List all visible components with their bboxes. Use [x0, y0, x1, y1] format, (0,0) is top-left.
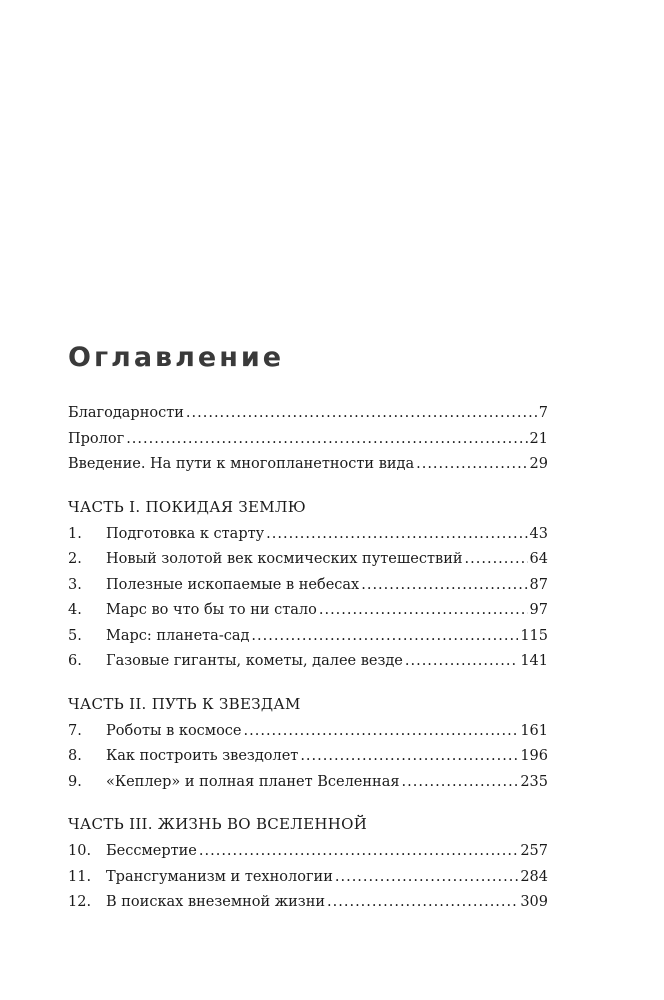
toc-entry-page: 7	[538, 405, 548, 421]
dot-leader	[335, 865, 518, 891]
toc-chapter-9	[68, 770, 548, 796]
chapter-title: Бессмертие	[106, 843, 197, 859]
toc-chapter-7	[68, 719, 548, 745]
chapter-number: 10.	[68, 843, 92, 859]
chapter-title: В поисках внеземной жизни	[106, 894, 326, 910]
toc-entry-prologue	[68, 427, 548, 453]
toc-chapter-2	[68, 547, 548, 573]
chapter-page: 97	[529, 602, 548, 618]
dot-leader	[319, 598, 528, 624]
chapter-title: Роботы в космосе	[106, 722, 242, 739]
chapter-title: Марс: планета-сад	[106, 627, 250, 644]
chapter-number: 7.	[68, 722, 82, 739]
toc-chapter-3	[68, 573, 548, 599]
chapter-number: 9.	[68, 773, 82, 790]
chapter-title: Полезные ископаемые в небесах	[106, 576, 360, 593]
toc-entry-acknowledgements	[68, 401, 548, 427]
dot-leader	[402, 770, 519, 796]
chapter-page: 196	[520, 748, 548, 764]
dot-leader	[327, 890, 518, 916]
chapter-page: 309	[520, 894, 548, 910]
chapter-page: 235	[520, 773, 548, 790]
page-title: Оглавление	[68, 342, 285, 373]
chapter-title: Трансгуманизм и технологии	[106, 868, 333, 885]
dot-leader	[186, 401, 537, 427]
toc-chapter-6	[68, 649, 548, 675]
dot-leader	[244, 719, 519, 745]
toc-entry-page: 21	[529, 430, 548, 447]
chapter-page: 161	[520, 722, 548, 739]
chapter-page: 43	[529, 525, 548, 542]
chapter-number: 2.	[68, 551, 82, 567]
dot-leader	[361, 573, 527, 599]
toc-entry-label: Введение. На пути к многопланетности вида	[68, 456, 415, 472]
chapter-title: Газовые гиганты, кометы, далее везде	[106, 653, 403, 669]
dot-leader	[126, 427, 527, 453]
dot-leader	[251, 624, 518, 650]
chapter-number: 1.	[68, 525, 82, 542]
chapter-page: 64	[529, 551, 548, 567]
part-heading-2: ЧАСТЬ II. ПУТЬ К ЗВЕЗДАМ	[68, 694, 301, 713]
chapter-number: 8.	[68, 748, 82, 764]
chapter-title: Как построить звездолет	[106, 748, 299, 764]
chapter-number: 4.	[68, 602, 82, 618]
part-heading-3: ЧАСТЬ III. ЖИЗНЬ ВО ВСЕЛЕННОЙ	[68, 815, 368, 833]
toc-chapter-5	[68, 624, 548, 650]
dot-leader	[405, 649, 518, 675]
toc-entry-label: Благодарности	[68, 405, 184, 421]
dot-leader	[300, 744, 518, 770]
toc-chapter-10	[68, 839, 548, 865]
chapter-page: 141	[520, 653, 548, 669]
chapter-number: 11.	[68, 868, 92, 885]
chapter-page: 284	[520, 868, 548, 885]
chapter-title: Подготовка к старту	[106, 525, 265, 542]
toc-chapter-11	[68, 865, 548, 891]
dot-leader	[266, 522, 527, 548]
toc-entry-introduction	[68, 452, 548, 478]
chapter-page: 115	[520, 627, 548, 644]
toc-entry-page: 29	[529, 456, 548, 472]
toc-chapter-8	[68, 744, 548, 770]
table-of-contents	[68, 401, 548, 916]
chapter-page: 257	[520, 843, 548, 859]
part-heading-1: ЧАСТЬ I. ПОКИДАЯ ЗЕМЛЮ	[68, 497, 306, 516]
chapter-number: 3.	[68, 576, 82, 593]
toc-entry-label: Пролог	[68, 430, 125, 447]
chapter-page: 87	[529, 576, 548, 593]
toc-chapter-4	[68, 598, 548, 624]
toc-chapter-12	[68, 890, 548, 916]
dot-leader	[199, 839, 518, 865]
chapter-number: 12.	[68, 894, 92, 910]
chapter-title: Новый золотой век космических путешествий	[106, 551, 463, 567]
dot-leader	[465, 547, 528, 573]
chapter-number: 5.	[68, 627, 82, 644]
toc-chapter-1	[68, 522, 548, 548]
dot-leader	[416, 452, 527, 478]
chapter-title: «Кеплер» и полная планет Вселенная	[106, 773, 400, 790]
chapter-number: 6.	[68, 653, 82, 669]
chapter-title: Марс во что бы то ни стало	[106, 602, 317, 618]
